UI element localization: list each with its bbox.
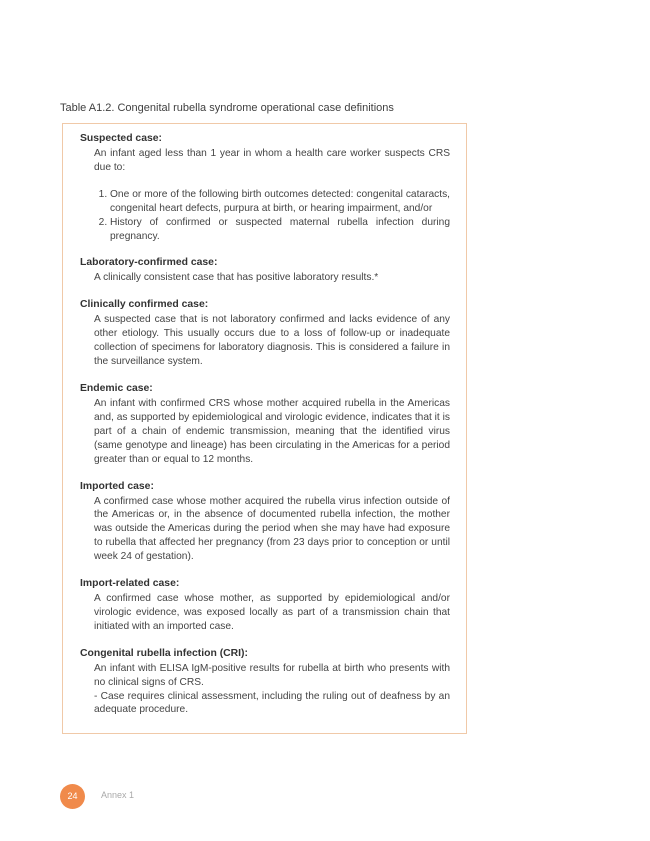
- section-heading: Laboratory-confirmed case:: [80, 257, 218, 269]
- section-body: [80, 662, 450, 718]
- section-paragraph: A suspected case that is not laboratory confirmed and lacks evidence of any other etiology. This usually occurs due to a loss of follow-up or inadequate collection of specimens for laboratory diagnosis. This is considered a failure in the surveillance system.: [94, 314, 450, 368]
- footer-label: Annex 1: [101, 790, 135, 800]
- section-imported-case: [80, 480, 450, 565]
- section-paragraph: A confirmed case whose mother, as supported by epidemiological and/or virologic evidence, was exposed locally as part of a transmission chain that initiated with an imported case.: [94, 593, 450, 632]
- section-paragraph: An infant with ELISA IgM-positive results for rubella at birth who presents with no clinical signs of CRS.: [94, 662, 450, 688]
- section-body: [80, 592, 450, 634]
- section-body: [80, 397, 450, 467]
- definitions-box: [62, 123, 467, 734]
- section-heading: Congenital rubella infection (CRI):: [80, 647, 248, 659]
- section-clinically-confirmed: [80, 298, 450, 369]
- section-paragraph: A confirmed case whose mother acquired the rubella virus infection outside of the Americas or, in the absence of documented rubella infection, the mother was outside the Americas during the period when she may have had exposure to rubella that affected her pregnancy (from 23 days prior to conception or until week 24 of gestation).: [94, 495, 450, 563]
- section-body: [80, 313, 450, 369]
- section-laboratory-confirmed: [80, 256, 450, 285]
- section-heading: Suspected case:: [80, 133, 163, 144]
- section-suspected-case: [80, 132, 450, 243]
- section-endemic-case: [80, 382, 450, 467]
- section-paragraph: - Case requires clinical assessment, including the ruling out of deafness by an adequate procedure.: [94, 690, 450, 716]
- section-heading: Imported case:: [80, 480, 154, 492]
- section-body: [80, 271, 450, 285]
- table-caption: Table A1.2. Congenital rubella syndrome operational case definitions: [60, 102, 394, 114]
- section-body: [80, 147, 450, 243]
- section-body: [80, 495, 450, 565]
- section-heading: Endemic case:: [80, 382, 153, 394]
- section-import-related-case: [80, 577, 450, 634]
- list-item: 1. One or more of the following birth outcomes detected: congenital cataracts, congenital heart defects, purpura at birth, or hearing impairment, and/or: [110, 188, 450, 216]
- section-paragraph: A clinically consistent case that has positive laboratory results.*: [94, 272, 379, 284]
- list-item: 2. History of confirmed or suspected maternal rubella infection during pregnancy.: [110, 216, 450, 244]
- page-number-badge: 24: [60, 784, 85, 809]
- section-paragraph: An infant with confirmed CRS whose mother acquired rubella in the Americas and, as supported by epidemiological and virologic evidence, indicates that it is part of a chain of endemic transmission, meaning that the identified virus (same genotype and lineage) has been circulating in the Americas for a period greater than or equal to 12 months.: [94, 397, 450, 465]
- section-paragraph: An infant aged less than 1 year in whom a health care worker suspects CRS due to:: [94, 148, 450, 173]
- section-congenital-rubella-infection: [80, 647, 450, 718]
- section-heading: Clinically confirmed case:: [80, 299, 209, 311]
- section-heading: Import-related case:: [80, 578, 180, 590]
- outcome-list: [94, 188, 450, 244]
